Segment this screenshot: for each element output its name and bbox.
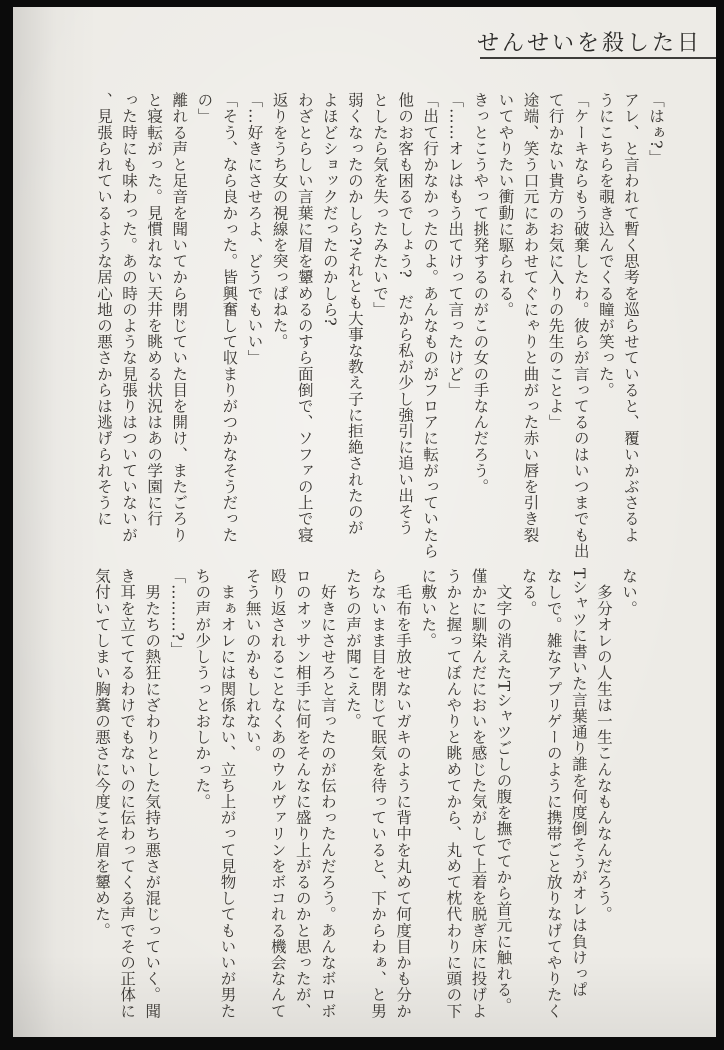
text-column: 「………?」	[168, 568, 187, 658]
text-column: 「はぁ?」	[647, 92, 665, 166]
text-column: 「ケーキならもう破棄したわ。彼らが言ってるのはいつまでも出	[571, 92, 590, 559]
text-column: った時にも味わった。あの時のような見張りはついていないが	[120, 92, 139, 543]
text-column: に敷いた。	[419, 568, 438, 649]
vertical-text-block-bottom	[89, 568, 641, 1038]
vertical-text-block-top	[91, 92, 668, 559]
text-column: 僅かに馴染んだにおいを感じた気がして上着を脱ぎ床に投げよ	[469, 568, 488, 1019]
text-column: なる。	[519, 568, 538, 617]
text-column: 弱くなったのかしら?それとも大事な教え子に拒絶されたのが	[345, 92, 364, 536]
text-column: 「……オレはもう出てけって言ったけど」	[446, 92, 465, 398]
text-column: 離れる声と足音を聞いてから閉じていた目を開け、またごろり	[170, 92, 189, 543]
header-rule-line	[480, 57, 716, 59]
text-column: 、見張られているような居心地の悪さからは逃げられそうに	[94, 92, 113, 527]
text-column: なしで。雑なアプリゲーのように携帯ごと放りなげてやりたく	[544, 568, 563, 1019]
text-column: 男たちの熱狂にざわりとした気持ち悪さが混じっていく。聞	[143, 568, 162, 1019]
text-column: 毛布を手放せないガキのように背中を丸めて何度目かも分か	[394, 568, 413, 1019]
text-column: 「…好きにさせろよ、どうでもいい」	[245, 92, 264, 366]
text-column: き耳を立ててるわけでもないのに伝わってくる声でその正体に	[118, 568, 137, 1019]
text-column: Tシャツに書いた言葉通り誰を何度倒そうがオレは負けっぱ	[569, 568, 588, 998]
text-column: わざとらしい言葉に眉を顰めるのすら面倒で、ソファの上で寝	[295, 92, 314, 543]
text-column: たちの声が聞こえた。	[343, 568, 362, 729]
text-column: て行かない貴方のお気に入りの先生のことよ」	[546, 92, 565, 431]
text-column: ロのオッサン相手に何をそんなに盛り上がるのかと思ったが、	[293, 568, 312, 1019]
text-column: アレ、と言われて暫く思考を巡らせていると、覆いかぶさるよ	[621, 92, 640, 543]
text-column: 途端、笑う口元にあわせてぐにゃりと曲がった赤い唇を引き裂	[521, 92, 540, 543]
text-column: 返りをうち女の視線を突っぱねた。	[270, 92, 289, 350]
page-header-title: せんせいを殺した日	[476, 31, 702, 56]
text-column: 他のお客も困るでしょう? だから私が少し強引に追い出そう	[396, 92, 415, 536]
text-column: 殴り返されることなくあのウルヴァリンをボコれる機会なんて	[268, 568, 287, 1019]
text-column: ちの声が少しうっとおしかった。	[193, 568, 212, 810]
text-column: ない。	[620, 568, 638, 617]
text-column: らないまま目を閉じて眠気を待っていると、下からわぁ、と男	[369, 568, 388, 1019]
text-column: 多分オレの人生は一生こんなもんなんだろう。	[594, 568, 613, 923]
text-column: よほどショックだったのかしら?	[320, 92, 339, 327]
text-column: そう無いのかもしれない。	[243, 568, 262, 762]
text-column: 気付いてしまい胸糞の悪さに今度こそ眉を顰めた。	[93, 568, 112, 939]
text-column: いてやりたい衝動に駆られる。	[496, 92, 515, 318]
text-column: 文字の消えたTシャツごしの腹を撫でてから首元に触れる。	[494, 568, 513, 1014]
text-column: うかと握ってぼんやりと眺めてから、丸めて枕代わりに頭の下	[444, 568, 463, 1019]
text-column: 好きにさせろと言ったのが伝わったんだろう。あんなボロボ	[318, 568, 337, 1019]
text-column: と寝転がった。見慣れない天井を眺める状況はあの学園に行	[145, 92, 164, 527]
text-column: 「出て行かなかったのよ。あんなものがフロアに転がっていたら	[421, 92, 440, 559]
text-column: きっとこうやって挑発するのがこの女の手なんだろう。	[471, 92, 490, 495]
text-column: まぁオレには関係ない、立ち上がって見物してもいいが男た	[218, 568, 237, 1019]
text-column: 「そう、なら良かった。皆興奮して収まりがつかなそうだった	[220, 92, 239, 543]
text-column: の」	[195, 92, 214, 125]
paper-background	[13, 7, 716, 1037]
text-column: うにこちらを覗き込んでくる瞳が笑った。	[596, 92, 615, 398]
text-column: としたら気を失ったみたいで」	[370, 92, 389, 318]
